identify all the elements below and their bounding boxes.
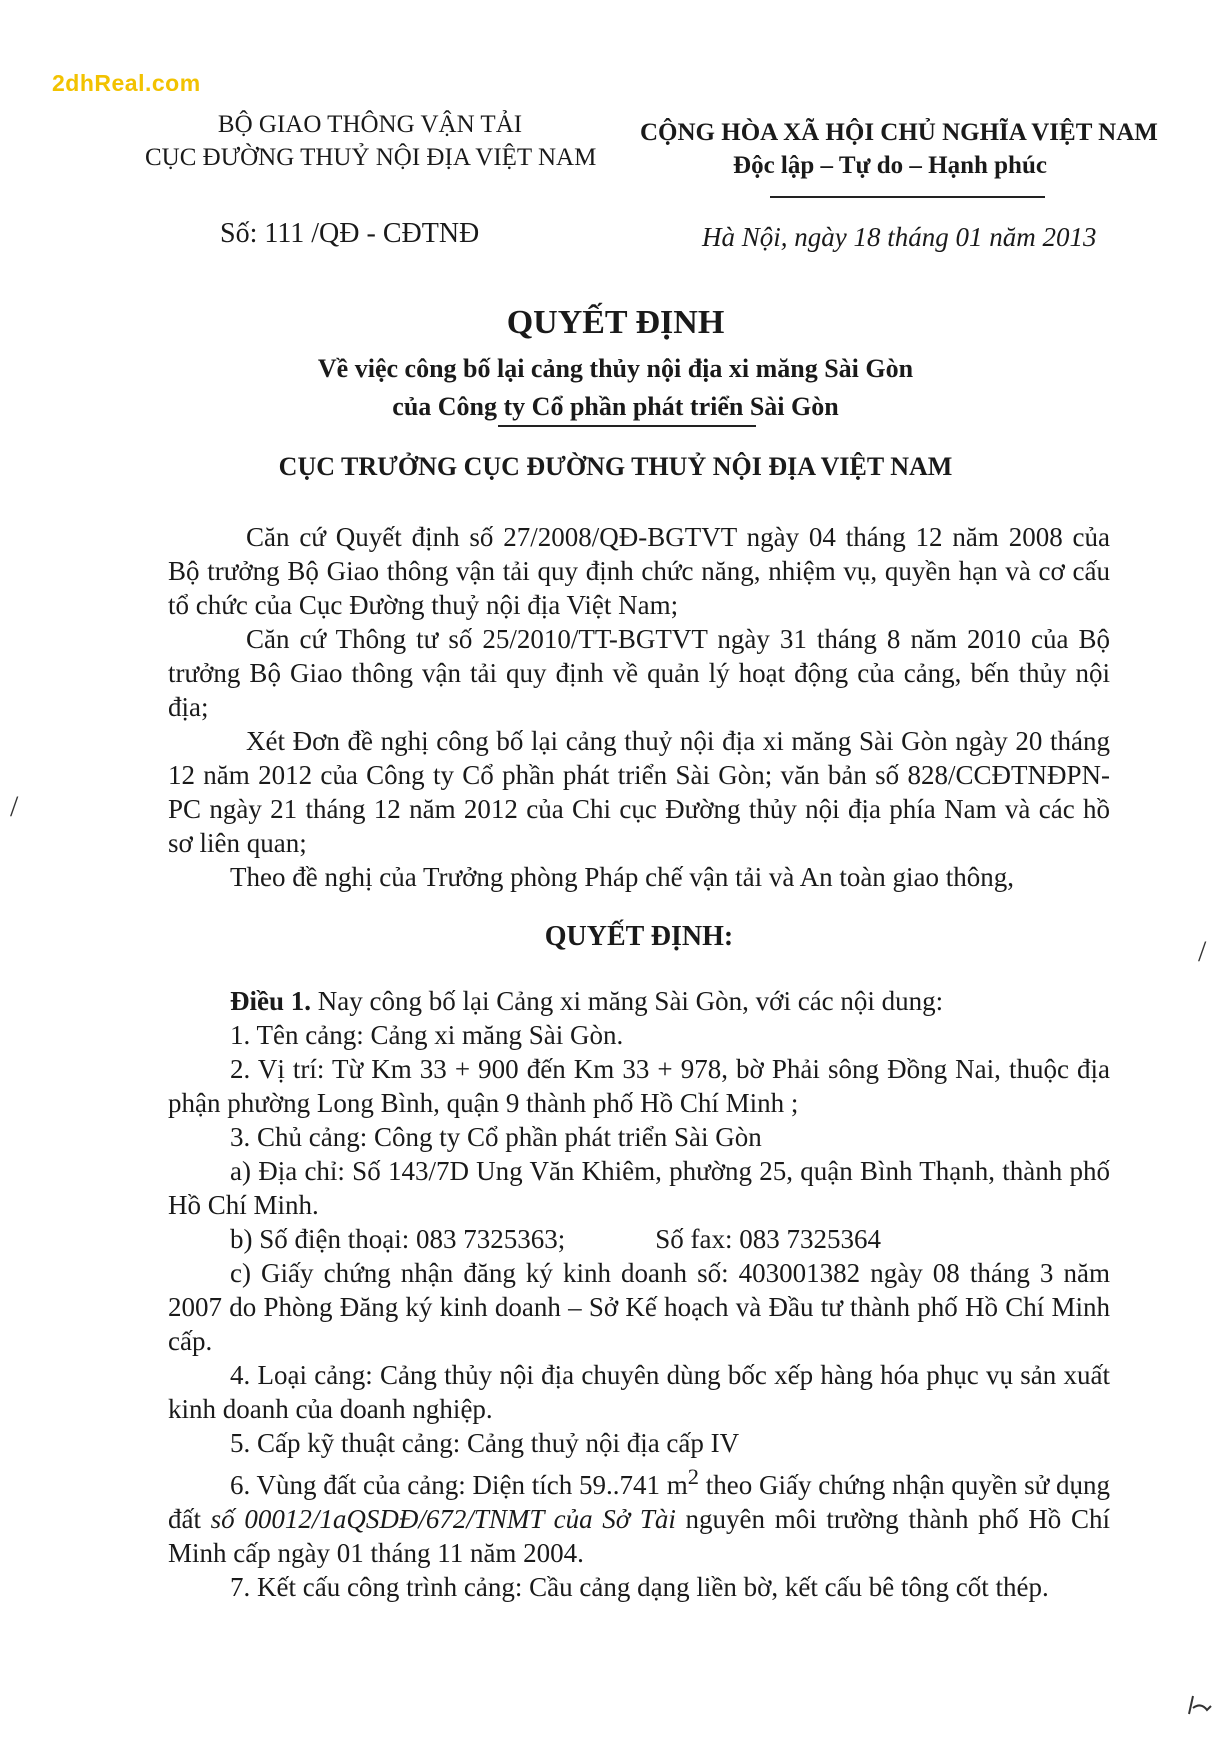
motto-underline [770,196,1045,198]
subtitle-line-2: của Công ty Cổ phần phát triển Sài Gòn [392,392,839,421]
item-contact [168,1222,1110,1256]
country-name: CỘNG HÒA XÃ HỘI CHỦ NGHĨA VIỆT NAM [640,119,1158,146]
item-port-owner: 3. Chủ cảng: Công ty Cổ phần phát triển Sài Gòn [230,1122,762,1152]
margin-scan-mark: / [10,790,19,823]
subtitle-line-1: Về việc công bố lại cảng thủy nội địa xi măng Sài Gòn [317,354,914,383]
preamble-paragraph: Căn cứ Quyết định số 27/2008/QĐ-BGTVT ngày 04 tháng 12 năm 2008 của Bộ trưởng Bộ Giao thông vận tải quy định chức năng, nhiệm vụ, quyền hạn và cơ cấu tổ chức của Cục Đường thuỷ nội địa Việt Nam; [168,522,1110,620]
preamble-paragraph: Theo đề nghị của Trưởng phòng Pháp chế vận tải và An toàn giao thông, [230,862,1015,892]
margin-scan-mark: / [1198,935,1207,968]
department-name: CỤC ĐƯỜNG THUỶ NỘI ĐỊA VIỆT NAM [145,144,597,171]
watermark-logo: 2dhReal.com [52,70,201,96]
item-land-area: 6. Vùng đất của cảng: Diện tích 59..741 $m^2$ theo Giấy chứng nhận quyền sử dụng đất số 00012/1aQSDĐ/672/TNMT của Sở Tài nguyên môi trường thành phố Hồ Chí Minh cấp ngày 01 tháng 11 năm 2004. [168,1464,1110,1568]
document-number: Số: 111 /QĐ - CĐTNĐ [220,218,480,249]
signature-initial-mark [1185,1690,1215,1720]
article-1 [168,984,1110,1018]
ministry-name: BỘ GIAO THÔNG VẬN TẢI [217,111,523,138]
authority-heading: CỤC TRƯỞNG CỤC ĐƯỜNG THUỶ NỘI ĐỊA VIỆT NAM [278,452,953,481]
item-structure: 7. Kết cấu công trình cảng: Cầu cảng dạng liền bờ, kết cấu bê tông cốt thép. [230,1572,1049,1602]
item-address: a) Địa chỉ: Số 143/7D Ung Văn Khiêm, phường 25, quận Bình Thạnh, thành phố Hồ Chí Minh. [168,1156,1110,1220]
document-title: QUYẾT ĐỊNH [506,304,725,341]
article-1-label: Điều 1. [230,986,311,1016]
fax-number: Số fax: 083 7325364 [655,1224,881,1254]
item-port-type: 4. Loại cảng: Cảng thủy nội địa chuyên dùng bốc xếp hàng hóa phục vụ sản xuất kinh doanh của doanh nghiệp. [168,1360,1110,1424]
preamble-paragraph: Căn cứ Thông tư số 25/2010/TT-BGTVT ngày 31 tháng 8 năm 2010 của Bộ trưởng Bộ Giao thông vận tải quy định về quản lý hoạt động của cảng, bến thủy nội địa; [168,624,1110,722]
document-body [168,520,1110,1604]
preamble-paragraph: Xét Đơn đề nghị công bố lại cảng thuỷ nội địa xi măng Sài Gòn ngày 20 tháng 12 năm 2012 của Công ty Cổ phần phát triển Sài Gòn; văn bản số 828/CCĐTNĐPN-PC ngày 21 tháng 12 năm 2012 của Chi cục Đường thủy nội địa phía Nam và các hồ sơ liên quan; [168,726,1110,858]
phone-number: b) Số điện thoại: 083 7325363; [230,1224,566,1254]
document-date: Hà Nội, ngày 18 tháng 01 năm 2013 [702,222,1097,252]
item-location: 2. Vị trí: Từ Km 33 + 900 đến Km 33 + 978, bờ Phải sông Đồng Nai, thuộc địa phận phường Long Bình, quận 9 thành phố Hồ Chí Minh ; [168,1054,1110,1118]
item-business-registration: c) Giấy chứng nhận đăng ký kinh doanh số: 403001382 ngày 08 tháng 3 năm 2007 do Phòng Đăng ký kinh doanh – Sở Kế hoạch và Đầu tư thành phố Hồ Chí Minh cấp. [168,1258,1110,1356]
title-underline [498,425,756,427]
document-subtitle [0,350,1231,426]
item-technical-grade: 5. Cấp kỹ thuật cảng: Cảng thuỷ nội địa cấp IV [230,1428,740,1458]
decision-heading: QUYẾT ĐỊNH: [544,921,734,952]
national-motto-header [640,116,1158,182]
issuing-agency-header [145,108,595,174]
article-1-text: Nay công bố lại Cảng xi măng Sài Gòn, với các nội dung: [311,986,944,1016]
motto: Độc lập – Tự do – Hạnh phúc [733,152,1047,179]
land-certificate-number: số 00012/1aQSDĐ/672/TNMT của Sở Tài [210,1504,676,1534]
item-port-name: 1. Tên cảng: Cảng xi măng Sài Gòn. [230,1020,624,1050]
